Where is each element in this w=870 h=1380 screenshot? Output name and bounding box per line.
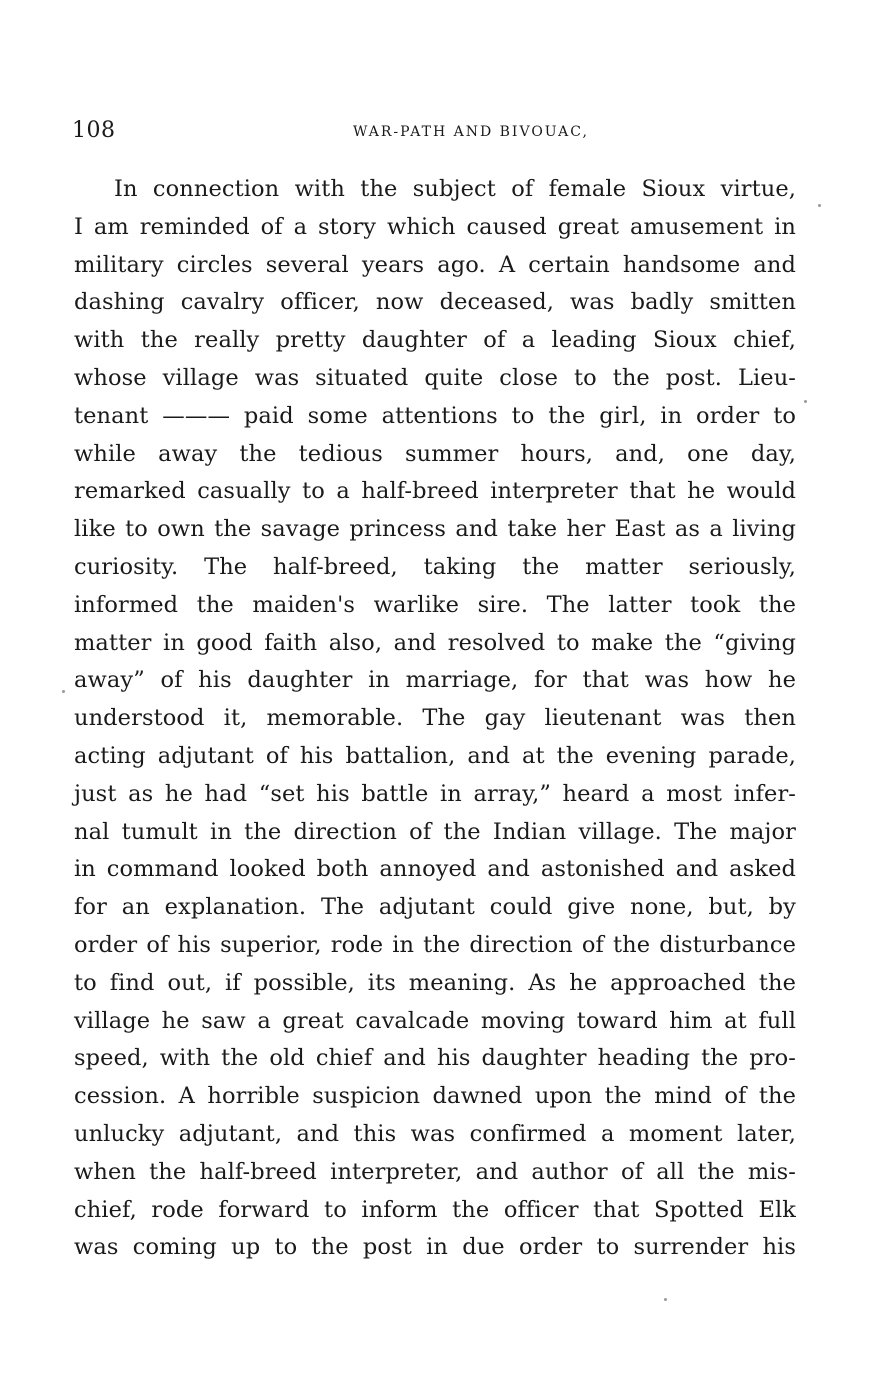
text-line: for an explanation. The adjutant could give none, but, by (74, 894, 796, 921)
text-line: tenant ——— paid some attentions to the girl, in order to (74, 402, 796, 429)
text-line: military circles several years ago. A certain handsome and (74, 251, 796, 278)
text-line: informed the maiden's warlike sire. The latter took the (74, 591, 796, 618)
text-line: remarked casually to a half-breed interpreter that he would (74, 478, 796, 505)
text-line: whose village was situated quite close to the post. Lieu- (74, 364, 796, 391)
paper-speck (62, 690, 65, 693)
text-line: while away the tedious summer hours, and, one day, (74, 440, 796, 467)
text-line: chief, rode forward to inform the officer that Spotted Elk (74, 1196, 796, 1223)
text-line: in command looked both annoyed and astonished and asked (74, 856, 796, 883)
text-line: speed, with the old chief and his daughter heading the pro- (74, 1045, 796, 1072)
text-line: In connection with the subject of female Sioux virtue, (114, 176, 796, 202)
running-head: WAR-PATH AND BIVOUAC, (353, 124, 589, 140)
text-line: curiosity. The half-breed, taking the matter seriously, (74, 553, 796, 580)
text-line: like to own the savage princess and take her East as a living (74, 516, 796, 543)
text-line: to find out, if possible, its meaning. As he approached the (74, 969, 796, 996)
text-line: with the really pretty daughter of a leading Sioux chief, (74, 327, 796, 354)
text-line: understood it, memorable. The gay lieutenant was then (74, 705, 796, 732)
text-line: dashing cavalry officer, now deceased, was badly smitten (74, 289, 796, 316)
paper-speck (818, 204, 821, 207)
page-header (72, 118, 800, 150)
text-line: unlucky adjutant, and this was confirmed a moment later, (74, 1120, 796, 1147)
text-line: I am reminded of a story which caused great amusement in (74, 213, 796, 240)
text-line: order of his superior, rode in the direction of the disturbance (74, 931, 796, 958)
text-line: cession. A horrible suspicion dawned upon the mind of the (74, 1083, 796, 1110)
paper-speck (804, 400, 807, 403)
page-number: 108 (72, 118, 116, 143)
paper-speck (664, 1298, 667, 1301)
text-line: village he saw a great cavalcade moving toward him at full (74, 1007, 796, 1034)
body-text (74, 171, 796, 1267)
text-line: nal tumult in the direction of the Indian village. The major (74, 818, 796, 845)
text-line: when the half-breed interpreter, and author of all the mis- (74, 1158, 796, 1185)
text-line: just as he had “set his battle in array,” heard a most infer- (74, 780, 796, 807)
text-line: matter in good faith also, and resolved to make the “giving (74, 629, 796, 656)
text-line: acting adjutant of his battalion, and at the evening parade, (74, 742, 796, 769)
text-line: away” of his daughter in marriage, for that was how he (74, 667, 796, 694)
text-line: was coming up to the post in due order to surrender his (74, 1234, 796, 1261)
